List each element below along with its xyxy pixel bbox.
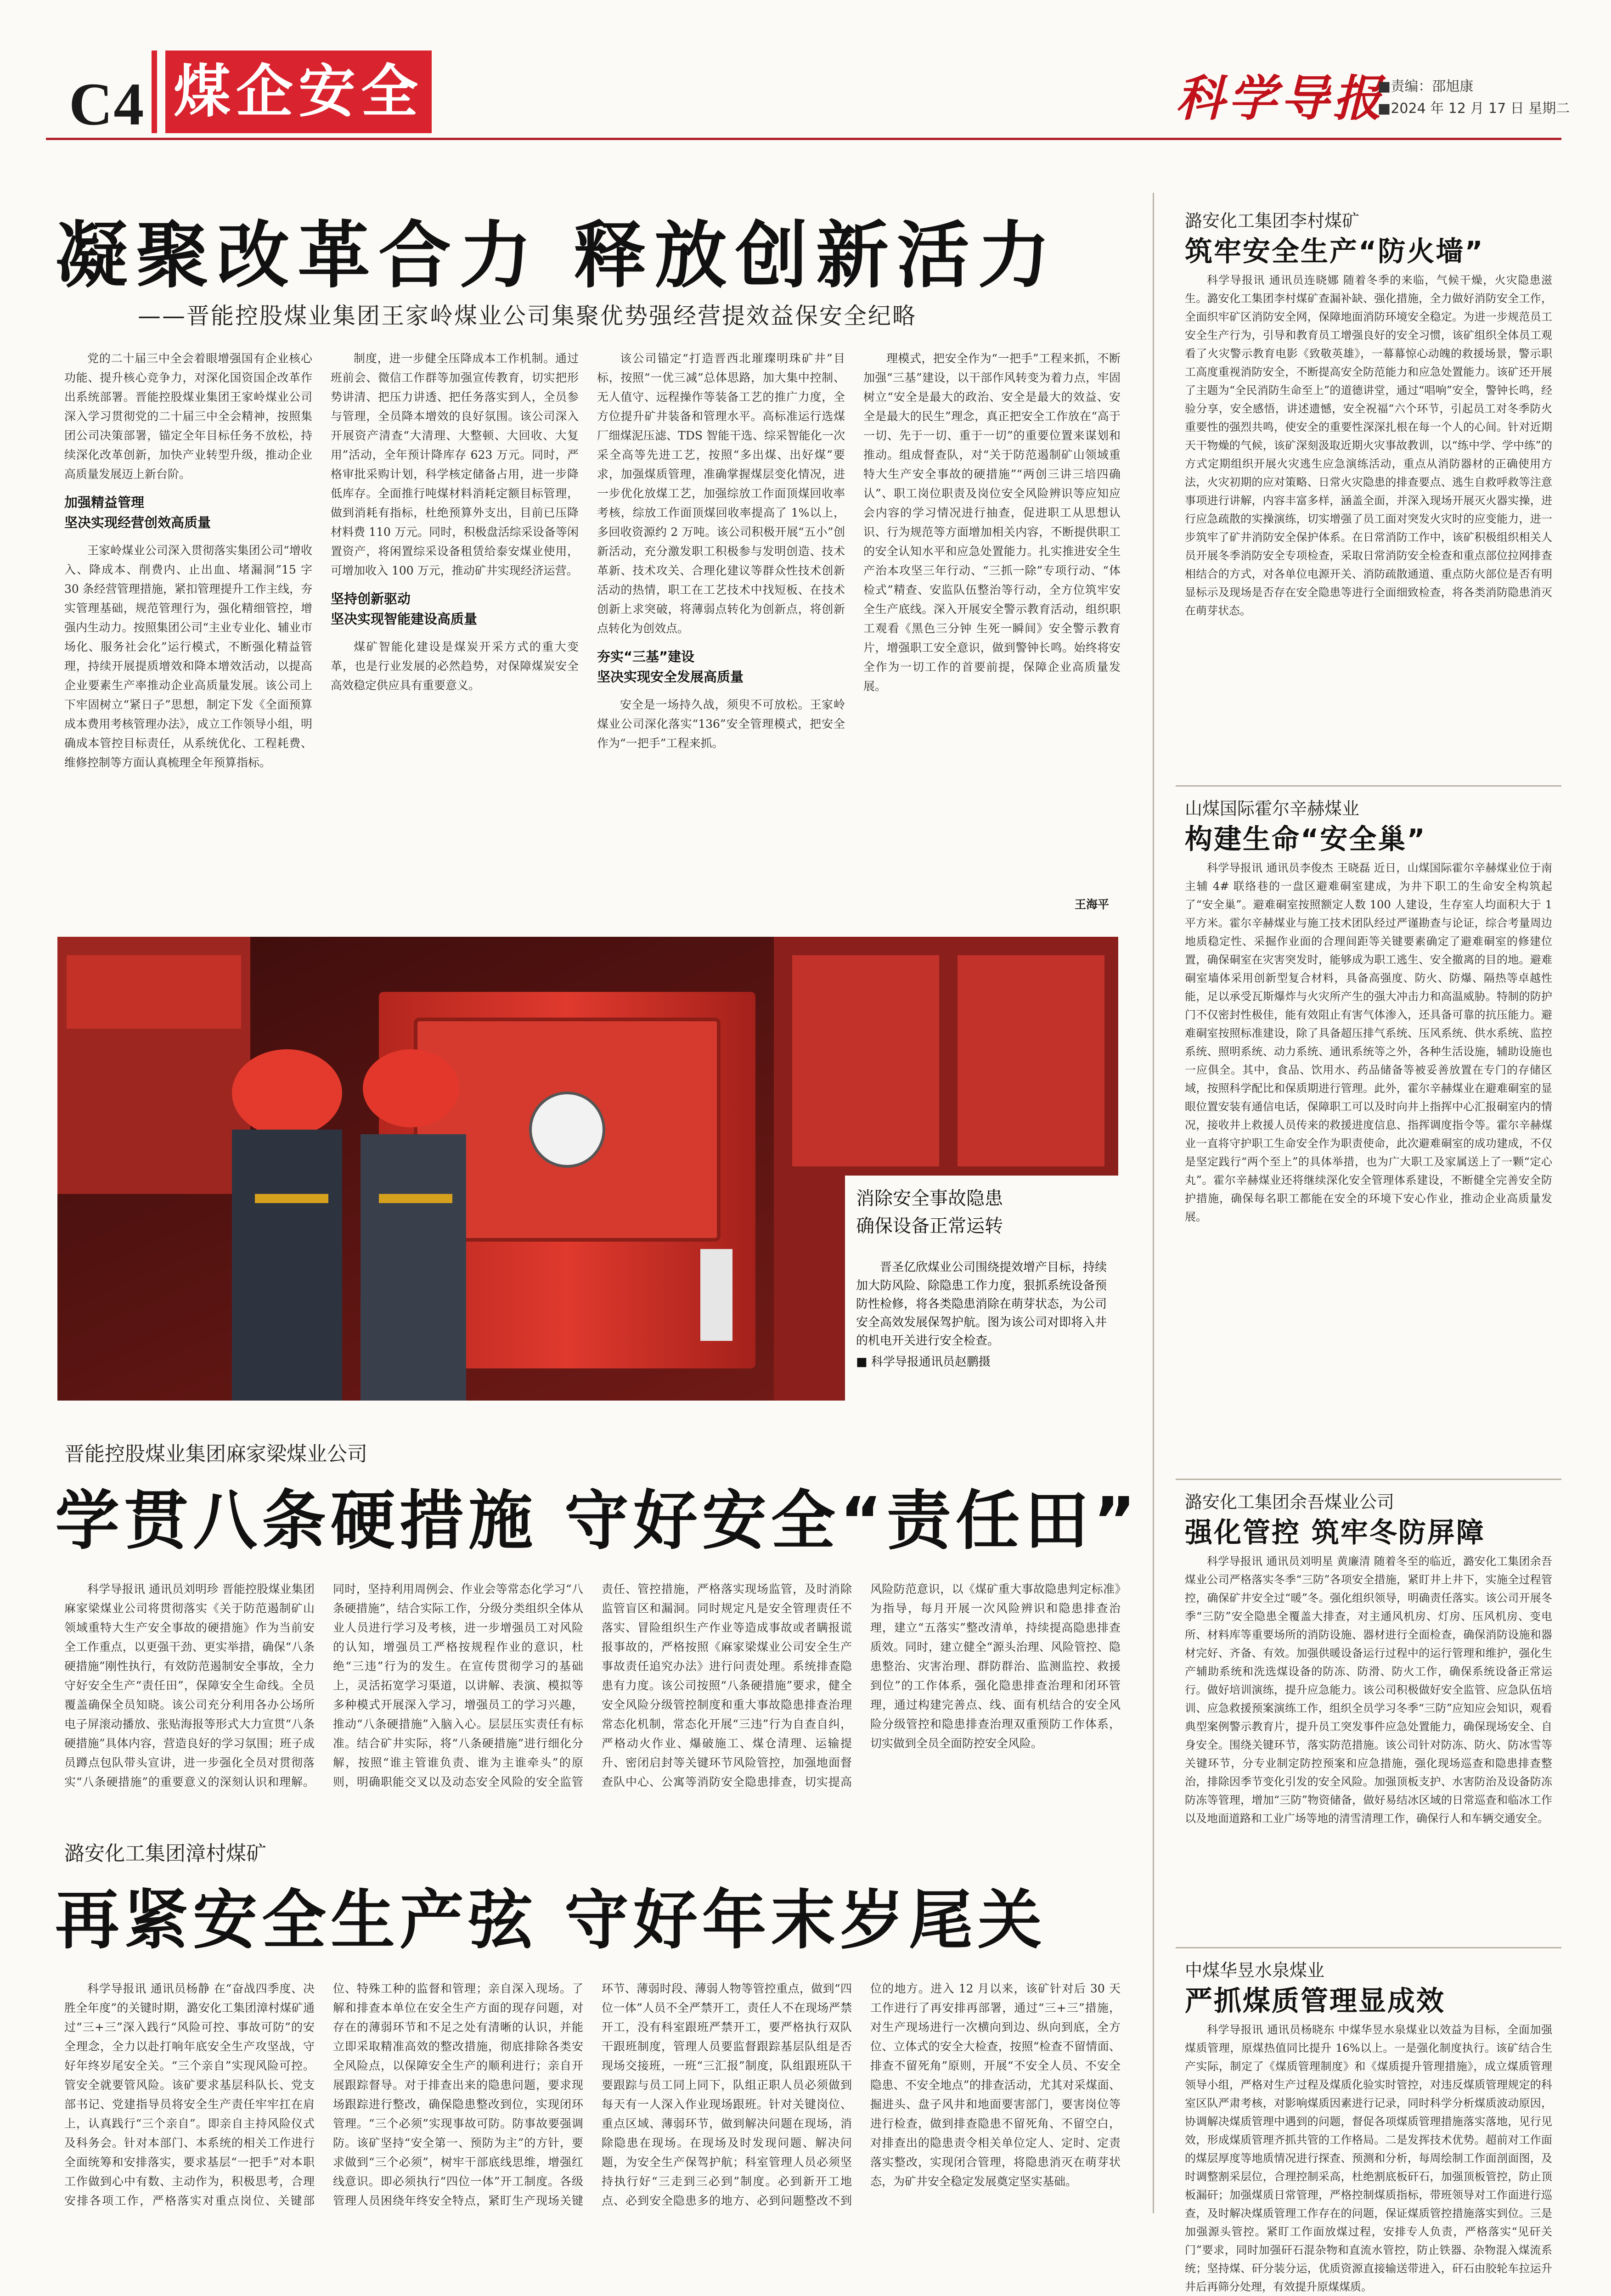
lead-paragraph: 党的二十届三中全会着眼增强国有企业核心功能、提升核心竞争力，对深化国资国企改革作出系统部署。晋能控股煤业集团王家岭煤业公司深入学习贯彻党的二十届三中全会精神，按照集团公司决策部署，锚定全年目标任务不放松，持续深化改革创新，加快产业转型升级，推动企业高质量发展迈上新台阶。 — [64, 352, 312, 481]
right-divider — [1176, 1947, 1561, 1948]
lead-paragraph: 该公司锚定“打造晋西北璀璨明珠矿井”目标，按照“一优三减”总体思路，加大集中控制、无人值守、远程操作等装备工艺的推广力度，全方位提升矿井装备和管理水平。高标准运行选煤厂细煤泥压滤、TDS 智能干选、综采智能化一次采全高等先进工艺，按照“多出煤、出好煤”要求，加强煤质管理，准确掌握煤层变化情况，进一步优化放煤工艺，加强综放工作面顶煤回收率考核，综放工作面顶煤回收率提高了 1%以上，多回收资源约 2 万吨。该公司积极开展“五小”创新活动，充分激发职工积极参与发明创造、技术革新、技术攻关、合理化建议等群众性技术创新活动的热情，职工在工艺技术中找短板、在技术创新上求突破，将薄弱点转化为创新点，将创新点转化为创效点。 — [597, 352, 845, 635]
right-3-kicker: 潞安化工集团余吾煤业公司 — [1185, 1492, 1395, 1512]
article-3-body — [64, 1979, 1121, 2255]
section-banner — [152, 51, 157, 133]
article-2-body — [64, 1580, 1121, 1818]
lead-subhead-3: 夯实“三基”建设 坚决实现安全发展高质量 — [597, 649, 744, 685]
lead-paragraph: 安全是一场持久战，须臾不可放松。王家岭煤业公司深化落实“136”安全管理模式，把安全作为“一把手”工程来抓。 — [597, 698, 845, 750]
page-number: C4 — [69, 70, 145, 138]
right-1-headline: 筑牢安全生产“防火墙” — [1185, 236, 1484, 268]
right-1-paragraph: 科学导报讯 通讯员连晓娜 随着冬季的来临，气候干燥，火灾隐患滋生。潞安化工集团李村煤矿查漏补缺、强化措施，全力做好消防安全工作，全面织牢矿区消防安全网，保障地面消防环境安全稳定。为进一步规范员工安全生产行为，引导和教育员工增强良好的安全习惯，该矿组织全体员工观看了火灾警示教育电影《致敬英雄》，一幕幕惊心动魄的救援场景，警示职工高度重视消防安全，不断提高安全防范能力和应急处置能力。该矿还开展了主题为“全民消防生命至上”的道德讲堂，通过“唱响”安全，警钟长鸣，经验分享，安全感悟，讲述遗憾，安全祝福“六个环节，引起员工对冬季防火重要性的强烈共鸣，使安全的重要性深深扎根在每一个人的心间。针对近期天干物燥的气候，该矿深刻汲取近期火灾事故教训，以“练中学、学中练”的方式定期组织开展火灾逃生应急演练活动，重点从消防器材的正确使用方法，火灾初期的应对策略、日常火灾隐患的排查要点、逃生自救呼救等注意事项进行讲解，内容丰富多样，涵盖全面，并深入现场开展灭火器实操，进行应急疏散的实操演练，切实增强了员工面对突发火灾时的应变能力，进一步筑牢了矿井消防安全保护体系。在日常消防工作中，该矿积极组织相关人员开展冬季消防安全专项检查，采取日常消防安全检查和重点部位拉网排查相结合的方式，对各单位电源开关、消防疏散通道、重点防火部位是否有明显标示及现场是否存在安全隐患等进行全面细致检查，将各类消防隐患消灭在萌芽状态。 — [1185, 274, 1552, 617]
right-4-kicker: 中煤华昱水泉煤业 — [1185, 1960, 1325, 1981]
lead-paragraph: 煤矿智能化建设是煤炭开采方式的重大变革，也是行业发展的必然趋势，对保障煤炭安全高效稳定供应具有重要意义。 — [331, 640, 579, 692]
right-2-body — [1185, 859, 1552, 1469]
editor-name: ■责编：邵旭康 — [1378, 79, 1474, 95]
right-4-paragraph: 科学导报讯 通讯员杨晓东 中煤华昱水泉煤业以效益为目标，全面加强煤质管理，原煤热值同比提升 16%以上。一是强化制度执行。该矿结合生产实际，制定了《煤质管理制度》和《煤质提升管理措施》，成立煤质管理领导小组，严格对生产过程及煤质化验实时管控，对违反煤质管理规定的科室区队严肃考核，对影响煤质因素进行记录，同时科学分析煤质波动原因，协调解决煤质管理中遇到的问题，督促各项煤质管理措施落实落地，见行见效，形成煤质管理齐抓共管的工作格局。二是发挥技术优势。超前对工作面的煤层厚度等地质情况进行探查、预测和分析，每周绘制工作面剖面图，及时调整割采层位，合理控制采高，杜绝割底板矸石，加强顶板管控，防止顶板漏矸；加强煤质日常管理，严格控制煤质指标，带班领导对工作面进行巡查，及时解决煤质管理工作存在的问题，保证煤质管控措施落实到位。三是加强源头管控。紧盯工作面放煤过程，安排专人负责，严格落实“见矸关门”要求，同时加强矸石混杂物和直流水管控，防止铁器、杂物混入煤流系统；坚持煤、矸分装分运，优质资源直接输送带进入，矸石由胶轮车拉运升井后再筛分处理，有效提升原煤煤质。 — [1185, 2023, 1552, 2293]
header-rule — [46, 138, 1561, 140]
lead-author: 王海平 — [1075, 898, 1110, 911]
right-2-kicker: 山煤国际霍尔辛赫煤业 — [1185, 799, 1360, 819]
article-2-headline: 学贯八条硬措施 守好安全“责任田” — [55, 1484, 1140, 1559]
right-3-body — [1185, 1552, 1552, 1938]
right-4-body — [1185, 2020, 1552, 2293]
right-1-body — [1185, 271, 1552, 776]
lead-paragraph: 制度，进一步健全压降成本工作机制。通过班前会、微信工作群等加强宣传教育，切实把形势讲清、把压力讲透、把任务落实到人，全员参与管理，全员降本增效的良好氛围。该公司深入开展资产清查“大清理、大整顿、大回收、大复用”活动，全年预计降库存 623 万元。同时，严格审批采购计划，科学核定储备占用，进一步降低库存。全面推行吨煤材料消耗定额目标管理，做到消耗有指标，杜绝预算外支出，目前已压降材料费 110 万元。同时，积极盘活综采设备等闲置资产，将闲置综采设备租赁给泰安煤业使用，可增加收入 100 万元，推动矿井实现经济运营。 — [331, 352, 579, 577]
article-3-headline: 再紧安全生产弦 守好年末岁尾关 — [55, 1883, 1047, 1958]
right-1-kicker: 潞安化工集团李村煤矿 — [1185, 211, 1360, 231]
lead-subtitle: ——晋能控股煤业集团王家岭煤业公司集聚优势强经营提效益保安全纪略 — [138, 303, 917, 329]
photo-caption-title: 消除安全事故隐患 确保设备正常运转 — [856, 1188, 1003, 1237]
lead-subhead-1: 加强精益管理 坚决实现经营创效高质量 — [64, 495, 211, 530]
masthead-logo: 科学导报 — [1176, 69, 1385, 127]
lead-column-1 — [64, 349, 312, 918]
article-2-paragraph: 科学导报讯 通讯员刘明珍 晋能控股煤业集团麻家梁煤业公司将贯彻落实《关于防范遏制矿山领域重特大生产安全事故的硬措施》作为当前安全工作重点，以更强干劲、更实举措，确保“八条硬措施”刚性执行，有效防范遏制安全事故，全力守好安全生产“责任田”，保障安全生命线。全员覆盖确保全员知晓。该公司充分利用各办公场所电子屏滚动播放、张贴海报等形式大力宣贯“八条硬措施”具体内容，营造良好的学习氛围；班子成员蹲点包队带头宣讲，进一步强化全员对贯彻落实“八条硬措施”的重要意义的深刻认识和理解。同时，坚持利用周例会、作业会等常态化学习“八条硬措施”，结合实际工作，分级分类组织全体从业人员进行学习及考核，进一步增强员工对风险的认知，增强员工严格按规程作业的意识，杜绝“三违”行为的发生。在宣传贯彻学习的基础上，灵活拓宽学习渠道，以讲解、表演、模拟等多种模式开展深入学习，增强员工的学习兴趣，推动“八条硬措施”入脑入心。层层压实责任有标准。结合矿井实际，将“八条硬措施”进行细化分解，按照“谁主管谁负责、谁为主谁牵头”的原则，明确职能交叉以及动态安全风险的安全监管责任、管控措施，严格落实现场监管，及时消除监管盲区和漏洞。同时规定凡是安全管理责任不落实、冒险组织生产作业等造成事故或者瞒报谎报事故的，严格按照《麻家梁煤业公司安全生产事故责任追究办法》进行问责处理。系统排查隐患有力度。该公司按照“八条硬措施”要求，健全安全风险分级管控制度和重大事故隐患排查治理常态化机制，常态化开展“三违”行为自查自纠，严格动火作业、爆破施工、煤仓清理、运输提升、密闭启封等关键环节风险管控，加强地面督查队中心、公寓等消防安全隐患排查，切实提高风险防范意识，以《煤矿重大事故隐患判定标准》为指导，每月开展一次风险辨识和隐患排查治理，建立“五落实”整改清单，持续提高隐患排查质效。同时，建立健全“源头治理、风险管控、隐患整治、灾害治理、群防群治、监测监控、救援到位”的工作体系，强化隐患排查治理和闭环管理，通过构建完善点、线、面有机结合的安全风险分级管控和隐患排查治理双重预防工作体系，切实做到全员全面防控安全风险。 — [64, 1582, 1121, 1789]
article-2-kicker: 晋能控股煤业集团麻家梁煤业公司 — [64, 1442, 367, 1466]
photo-credit: ■ 科学导报通讯员赵鹏摄 — [856, 1355, 991, 1369]
right-divider — [1176, 1479, 1561, 1480]
right-3-paragraph: 科学导报讯 通讯员刘明星 黄廉清 随着冬至的临近，潞安化工集团余吾煤业公司严格落实冬季“三防”各项安全措施，紧盯井上井下，实施全过程管控，确保矿井安全过“暖”冬。强化组织领导，明确责任落实。该公司开展冬季“三防”安全隐患全覆盖大排查，对主通风机房、灯房、压风机房、变电所、材料库等重要场所的消防设施、器材进行全面检查，确保消防设施和器材完好、齐备、有效。加强供暖设备运行过程中的运行管理和维护，强化生产辅助系统和洗选煤设备的防冻、防滑、防火工作，确保系统设备正常运行。做好培训演练，提升应急能力。该公司积极做好安全监管、应急队伍培训、应急救援预案演练工作，组织全员学习冬季“三防”应知应会知识，观看典型案例警示教育片，提升员工突发事件应急处置能力，确保现场安全、自身安全。围绕关键环节，落实防范措施。该公司针对防冻、防火、防冰雪等关键环节，分专业制定防控预案和应急措施，强化现场巡查和隐患排查整治，排除因季节变化引发的安全风险。加强顶板支护、水害防治及设备防冻防冻等管理，增加“三防”物资储备，做好易结冰区域的日常巡查和临冰工作以及地面道路和工业广场等地的清雪清理工作，确保行人和车辆交通安全。 — [1185, 1555, 1552, 1825]
lead-column-4 — [863, 349, 1121, 877]
article-3-kicker: 潞安化工集团漳村煤矿 — [64, 1842, 266, 1865]
editor-info — [1378, 76, 1570, 120]
photo-caption-box — [845, 1176, 1121, 1401]
lead-subhead-2: 坚持创新驱动 坚决实现智能建设高质量 — [331, 591, 478, 627]
photo-caption-text: 晋圣亿欣煤业公司围绕提效增产目标，持续加大防风险、除隐患工作力度，狠抓系统设备预防性检修，将各类隐患消除在萌芽状态，为公司安全高效发展保驾护航。图为该公司对即将入井的机电开关进行安全检查。 — [856, 1261, 1107, 1348]
right-divider — [1176, 785, 1561, 787]
right-3-headline: 强化管控 筑牢冬防屏障 — [1185, 1517, 1485, 1549]
section-banner — [165, 51, 432, 133]
issue-date: ■2024 年 12 月 17 日 星期二 — [1378, 101, 1570, 117]
section-title: 煤企安全 — [173, 59, 423, 125]
right-4-headline: 严抓煤质管理显成效 — [1185, 1985, 1445, 2017]
lead-column-2 — [331, 349, 579, 918]
lead-paragraph: 王家岭煤业公司深入贯彻落实集团公司“增收入、降成本、削费内、止出血、堵漏洞”15 字 30 条经营管理措施，紧扣管理提升工作主线，夯实管理基础，规范管理行为，强化精细管控，增强内生动力。按照集团公司“主业专业化、辅业市场化、服务社会化”运行模式，不断强化精益管理，持续开展提质增效和降本增效活动，以提高企业要素生产率推动企业高质量发展。该公司上下牢固树立“紧日子”思想，制定下发《全面预算成本费用考核管理办法》，成立工作领导小组，明确成本管控目标责任，从系统优化、工程耗费、维修控制等方面认真梳理全年预算指标。 — [64, 544, 312, 769]
article-3-paragraph: 科学导报讯 通讯员杨静 在“奋战四季度、决胜全年度”的关键时期，潞安化工集团漳村煤矿通过“三+三”深入践行“风险可控、事故可防”的安全理念，全力以赴打响年底安全生产攻坚战，守好年终岁尾安全关。“三个亲自”实现风险可控。管安全就要管风险。该矿要求基层科队长、党支部书记、党建指导员将安全生产责任牢牢扛在肩上，认真践行“三个亲自”。即亲自主持风险仪式及科务会。针对本部门、本系统的相关工作进行全面统筹和安排落实，要求基层“一把手”对本职工作做到心中有数、主动作为，积极思考，合理安排各项工作，严格落实对重点岗位、关键部位、特殊工种的监督和管理；亲自深入现场。了解和排查本单位在安全生产方面的现存问题，对存在的薄弱环节和不足之处有清晰的认识，并能立即采取精准高效的整改措施，彻底排除各类安全风险点，以保障安全生产的顺利进行；亲自开展跟踪督导。对于排查出来的隐患问题，要求现场跟踪进行整改，确保隐患整改到位，实现闭环管理。“三个必须”实现事故可防。防事故要强调防。该矿坚持“安全第一、预防为主”的方针，要求做到“三个必须”，树牢干部底线思维，增强红线意识。即必须执行“四位一体”开工制度。各级管理人员困绕年终安全特点，紧盯生产现场关键环节、薄弱时段、薄弱人物等管控重点，做到“四位一体”人员不全严禁开工，责任人不在现场严禁开工，没有科室跟班严禁开工，要严格执行双队干跟班制度，管理人员要监督跟踪基层队组是否现场交接班，一班“三汇报”制度，队组跟班队干要跟踪与员工同上同下，队组正职人员必须做到每天有一人深入作业现场跟班。针对关键岗位、重点区域、薄弱环节，做到解决问题在现场，消除隐患在现场。在现场及时发现问题、解决问题，为安全生产保驾护航；科室管理人员必须坚持执行好“三走到三必到”制度。必到新开工地点、必到安全隐患多的地方、必到问题整改不到位的地方。进入 12 月以来，该矿针对后 30 天工作进行了再安排再部署，通过“三+三”措施，对生产现场进行一次横向到边、纵向到底，全方位、立体式的安全大检查，按照“检查不留情面、排查不留死角”原则，开展“不安全人员、不安全隐患、不安全地点”的排查活动，尤其对采煤面、掘进头、盘子风井和地面要害部门，要害岗位等进行检查，做到排查隐患不留死角、不留空白，对排查出的隐患责令相关单位定人、定时、定责落实整改，实现闭合管理，将隐患消灭在萌芽状态，为矿井安全稳定发展奠定坚实基础。 — [64, 1982, 1121, 2207]
right-2-paragraph: 科学导报讯 通讯员李俊杰 王晓磊 近日，山煤国际霍尔辛赫煤业位于南主辅 4# 联络巷的一盘区避难硐室建成，为井下职工的生命安全构筑起了“安全巢”。避难硐室按照额定人数 100 人建设，生存室人均面积大于 1 平方米。霍尔辛赫煤业与施工技术团队经过严谨勘查与论证，综合考量周边地质稳定性、采掘作业面的合理间距等关键要素确定了避难硐室的修建位置，确保硐室在灾害突发时，能够成为职工逃生、安全撤离的目的地。避难硐室墙体采用创新型复合材料，具备高强度、防火、防爆、隔热等卓越性能，足以承受瓦斯爆炸与火灾所产生的强大冲击力和高温威胁。特制的防护门不仅密封性极佳，能有效阻止有害气体渗入，还具备可靠的抗压能力。避难硐室按照标准建设，除了具备超压排气系统、压风系统、供水系统、监控系统、照明系统、动力系统、通讯系统等之外，各种生活设施，辅助设施也一应俱全。其中，食品、饮用水、药品储备等被妥善放置在专门的存储区域，按照科学配比和保质期进行管理。此外，霍尔辛赫煤业在避难硐室的显眼位置安装有通信电话，保障职工可以及时向井上指挥中心汇报硐室内的情况，接收井上救援人员传来的救援进度信息、指挥调度指令等。霍尔辛赫煤业一直将守护职工生命安全作为职责使命，此次避难硐室的成功建成，不仅是坚定践行“两个至上”的具体举措，也为广大职工及家属送上了一颗“定心丸”。霍尔辛赫煤业还将继续深化安全管理体系建设，不断健全完善安全防护措施，确保每名职工都能在安全的环境下安心作业，推动企业高质量发展。 — [1185, 861, 1552, 1223]
right-2-headline: 构建生命“安全巢” — [1185, 823, 1426, 855]
lead-paragraph: 理模式，把安全作为“一把手”工程来抓，不断加强“三基”建设，以干部作风转变为着力点，牢固树立“安全是最大的政治、安全是最大的效益、安全是最大的民生”理念，真正把安全工作放在“高于一切、先于一切、重于一切”的重要位置来谋划和推动。组成督查队，对“关于防范遏制矿山领域重特大生产安全事故的硬措施”“两创三讲三培四确认”、职工岗位职责及岗位安全风险辨识等应知应会内容的学习情况进行抽查，促进职工从思想认识、行为规范等方面增加相关内容，不断提供职工的安全认知水平和应急处置能力。扎实推进安全生产治本攻坚三年行动、“三抓一除”专项行动、“体检式”精查、安监队伍整治等行动，全方位筑牢安全生产底线。深入开展安全警示教育活动，组织职工观看《黑色三分钟 生死一瞬间》安全警示教育片，增强职工安全意识，做到警钟长鸣。始终将安全作为一切工作的首要前提，保障企业高质量发展。 — [863, 352, 1121, 693]
lead-column-3 — [597, 349, 845, 918]
column-divider — [1153, 193, 1154, 2213]
lead-headline: 凝聚改革合力 释放创新活力 — [55, 214, 1059, 298]
